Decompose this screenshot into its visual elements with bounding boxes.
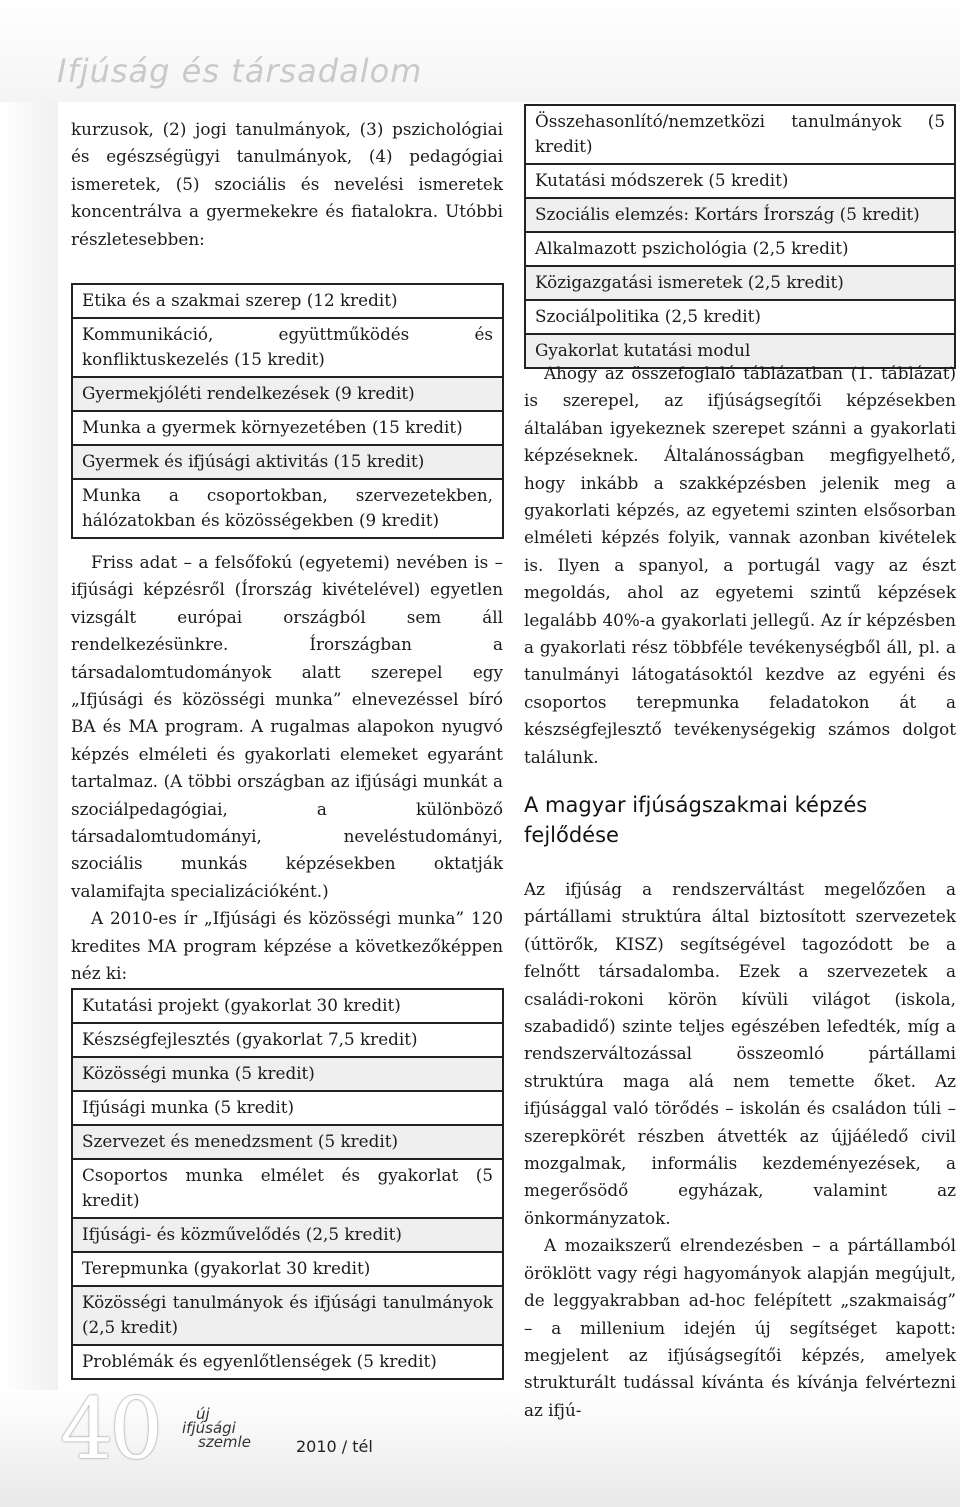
table-cell: Készségfejlesztés (gyakorlat 7,5 kredit) [72, 1023, 503, 1057]
table-cell: Gyermekjóléti rendelkezések (9 kredit) [72, 377, 503, 411]
table-cell: Terepmunka (gyakorlat 30 kredit) [72, 1252, 503, 1286]
curriculum-table-2 [71, 988, 504, 1380]
table-cell: Összehasonlító/nemzetközi tanulmányok (5 kredit) [525, 105, 955, 164]
table-cell: Közösségi munka (5 kredit) [72, 1057, 503, 1091]
body-paragraph: A mozaikszerű elrendezésben – a pártállamból öröklött vagy régi hagyományok alapján megújult, de leggyakrabban ad-hoc felépített „szakmaiság” – a millenium idején új segítséget kapott: megjelent az ifjúságsegítői képzés, amelyek strukturált tudással kívánta és kívánja felvértezni az ifjú- [524, 1235, 956, 1420]
table-row [72, 1252, 503, 1286]
table-row [72, 1345, 503, 1379]
table-cell: Szervezet és menedzsment (5 kredit) [72, 1125, 503, 1159]
table-cell: Gyakorlat kutatási modul [525, 334, 955, 368]
table-row [525, 232, 955, 266]
table-cell: Közigazgatási ismeretek (2,5 kredit) [525, 266, 955, 300]
table-cell: Ifjúsági munka (5 kredit) [72, 1091, 503, 1125]
logo-line: ifjúsági [182, 1419, 236, 1437]
table-row [72, 1057, 503, 1091]
page-number: 40 [60, 1380, 159, 1478]
intro-paragraph: kurzusok, (2) jogi tanulmányok, (3) pszichológiai és egészségügyi tanulmányok, (4) pedagógiai ismeretek, (5) szociális és nevelési ismeretek koncentrálva a gyermekekre és fiatalokra. Utóbbi részletesebben: [71, 119, 503, 249]
right-column-body [524, 360, 956, 771]
table-row [72, 318, 503, 377]
left-column-intro [71, 116, 503, 253]
table-cell: Gyermek és ifjúsági aktivitás (15 kredit) [72, 445, 503, 479]
body-paragraph: Ahogy az összefoglaló táblázatban (1. táblázat) is szerepel, az ifjúságsegítői képzésekben általában igyekeznek szerepet szánni a gyakorlati képzéseknek. Általánosságban megfigyelhető, hogy inkább a szakképzésben jelenik meg a gyakorlati képzés, az egyetemi szinten elsősorban elméleti képzés folyik, vannak azonban kivételek is. Ilyen a spanyol, a portugál vagy az észt megoldás, ahol az egyetemi szintű képzések legalább 40%-a gyakorlati jellegű. Az ír képzésben a gyakorlati rész többféle tevékenységből áll, pl. a tanulmányi látogatásoktól kezdve az egyéni és csoportos terepmunka feladatokon át a készségfejlesztő tevékenységekig számos dolgot találunk. [524, 363, 956, 767]
left-column-body [71, 549, 503, 988]
table-row [72, 1286, 503, 1345]
body-paragraph: A 2010-es ír „Ifjúsági és közösségi munka” 120 kredites MA program képzése a következőképpen néz ki: [71, 908, 503, 984]
table-row [525, 198, 955, 232]
table-row [72, 1125, 503, 1159]
magazine-logo [182, 1407, 272, 1449]
body-paragraph: Az ifjúság a rendszerváltást megelőzően a pártállami struktúra által biztosított szervezetek (úttörők, KISZ) segítségével tagozódott be a felnőtt társadalomba. Ezek a szervezetek a családi-rokoni körön kívüli világot (iskola, szabadidő) szinte teljes egészében lefedték, míg a rendszerváltozással összeomló pártállami struktúra maga alá nem temette őket. Az ifjúsággal való törődés – iskolán és családon túli – szerepkörét részben átvették az újjáéledő civil mozgalmak, informális kezdeményezések, a megerősödő egyházak, valamint az önkormányzatok. [524, 879, 956, 1228]
table-row [72, 377, 503, 411]
logo-line: szemle [198, 1433, 251, 1451]
table-row [525, 164, 955, 198]
right-column-section-body [524, 876, 956, 1424]
table-cell: Kutatási módszerek (5 kredit) [525, 164, 955, 198]
table-row [72, 1218, 503, 1252]
table-row [72, 411, 503, 445]
table-row [525, 300, 955, 334]
table-row [72, 1091, 503, 1125]
table-cell: Kutatási projekt (gyakorlat 30 kredit) [72, 989, 503, 1023]
table-cell: Alkalmazott pszichológia (2,5 kredit) [525, 232, 955, 266]
curriculum-table-3 [524, 104, 956, 369]
table-cell: Etika és a szakmai szerep (12 kredit) [72, 284, 503, 318]
table-cell: Közösségi tanulmányok és ifjúsági tanulmányok (2,5 kredit) [72, 1286, 503, 1345]
left-rail-decoration [0, 102, 58, 1402]
table-row [72, 989, 503, 1023]
table-cell: Szociális elemzés: Kortárs Írország (5 kredit) [525, 198, 955, 232]
table-cell: Szociálpolitika (2,5 kredit) [525, 300, 955, 334]
table-cell: Kommunikáció, együttműködés és konfliktuskezelés (15 kredit) [72, 318, 503, 377]
table-row [525, 266, 955, 300]
running-title: Ifjúság és társadalom [57, 52, 423, 90]
table-row [72, 284, 503, 318]
table-cell: Munka a gyermek környezetében (15 kredit) [72, 411, 503, 445]
table-row [72, 1023, 503, 1057]
table-row [72, 445, 503, 479]
table-row [72, 479, 503, 538]
table-cell: Munka a csoportokban, szervezetekben, hálózatokban és közösségekben (9 kredit) [72, 479, 503, 538]
logo-line: új [196, 1405, 210, 1423]
table-cell: Ifjúsági- és közművelődés (2,5 kredit) [72, 1218, 503, 1252]
section-heading: A magyar ifjúságszakmai képzés fejlődése [524, 793, 868, 847]
table-cell: Csoportos munka elmélet és gyakorlat (5 kredit) [72, 1159, 503, 1218]
table-row [525, 105, 955, 164]
body-paragraph: Friss adat – a felsőfokú (egyetemi) nevében is – ifjúsági képzésről (Írország kivételével) egyetlen vizsgált európai országból sem áll rendelkezésünkre. Írországban a társadalomtudományok alatt szerepel egy „Ifjúsági és közösségi munka” elnevezéssel bíró BA és MA program. A rugalmas alapokon nyugvó képzés elméleti és gyakorlati elemeket egyaránt tartalmaz. (A többi országban az ifjúsági munkát a szociálpedagógiai, a különböző társadalomtudományi, neveléstudományi, szociális munkás képzésekben oktatják valamifajta specializációként.) [71, 552, 503, 901]
table-cell: Problémák és egyenlőtlenségek (5 kredit) [72, 1345, 503, 1379]
curriculum-table-1 [71, 283, 504, 539]
table-row [72, 1159, 503, 1218]
issue-label: 2010 / tél [296, 1437, 373, 1456]
